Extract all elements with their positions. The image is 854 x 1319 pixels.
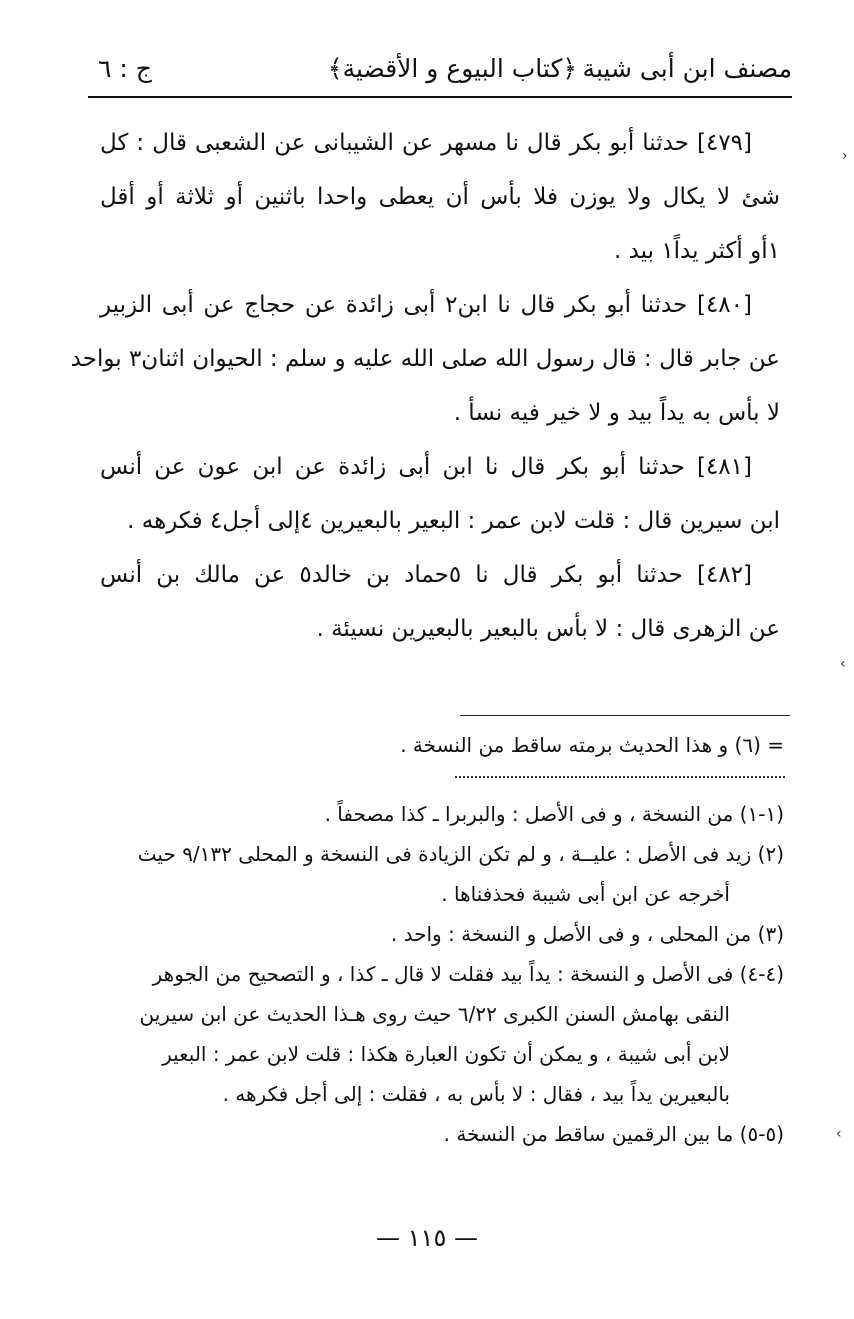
running-head-author: مصنف ابن أبى شيبة: [582, 54, 792, 83]
running-head-volume: ج : ٦: [98, 54, 152, 83]
running-head-book-title: ﴿كتاب البيوع و الأقضية﴾: [327, 54, 577, 83]
footnote-line: النقى بهامش السنن الكبرى ٦/٢٢ حيث روى هـذا الحديث عن ابن سيرين: [139, 1002, 730, 1026]
margin-tick-mark: ‹: [840, 656, 846, 672]
footnote-separator: [460, 715, 790, 716]
footnote-line: أخرجه عن ابن أبى شيبة فحذفناها .: [441, 882, 730, 906]
main-text: [70, 116, 780, 656]
footnote-line: (٢) زيد فى الأصل : عليــة ، و لم تكن الزيادة فى النسخة و المحلى ٩/١٣٢ حيث: [137, 842, 784, 866]
footnote-line: (٤-٤) فى الأصل و النسخة : يداً بيد فقلت لا قال ـ كذا ، و التصحيح من الجوهر: [152, 962, 784, 986]
footnote-line: (٣) من المحلى ، و فى الأصل و النسخة : واحد .: [390, 922, 784, 946]
text-line: ١أو أكثر يداً١ بيد .: [613, 238, 780, 264]
page-number: — ١١٥ —: [376, 1224, 478, 1252]
text-line: لا بأس به يداً بيد و لا خير فيه نسأ .: [453, 400, 780, 426]
footnote-line: (٥-٥) ما بين الرقمين ساقط من النسخة .: [443, 1122, 784, 1146]
footnote-dotted-separator: [455, 776, 785, 778]
margin-tick-mark: ›: [842, 148, 848, 164]
text-line: [٤٨٠] حدثنا أبو بكر قال نا ابن٢ أبى زائدة عن حجاج عن أبى الزبير: [100, 292, 752, 318]
header-rule: [88, 96, 792, 98]
page-header: [88, 48, 792, 94]
margin-tick-mark: ‹: [836, 1126, 842, 1142]
text-line: عن الزهرى قال : لا بأس بالبعير بالبعيرين نسيئة .: [316, 616, 780, 642]
text-line: [٤٧٩] حدثنا أبو بكر قال نا مسهر عن الشيبانى عن الشعبى قال : كل: [100, 130, 752, 156]
continued-footnote: = (٦) و هذا الحديث برمته ساقط من النسخة .: [400, 733, 784, 757]
text-line: شئ لا يكال ولا يوزن فلا بأس أن يعطى واحدا باثنين أو ثلاثة أو أقل: [100, 184, 780, 210]
footnote-line: لابن أبى شيبة ، و يمكن أن تكون العبارة هكذا : قلت لابن عمر : البعير: [162, 1042, 730, 1066]
text-line: [٤٨٢] حدثنا أبو بكر قال نا ٥حماد بن خالد٥ عن مالك بن أنس: [100, 562, 752, 588]
footnote-line: بالبعيرين يداً بيد ، فقال : لا بأس به ، فقلت : إلى أجل فكرهه .: [222, 1082, 730, 1106]
text-line: ابن سيرين قال : قلت لابن عمر : البعير بالبعيرين ٤إلى أجل٤ فكرهه .: [127, 508, 780, 534]
text-line: عن جابر قال : قال رسول الله صلى الله عليه و سلم : الحيوان اثنان٣ بواحد: [70, 346, 780, 372]
footnote-line: (١-١) من النسخة ، و فى الأصل : والبربرا ـ كذا مصحفاً .: [324, 802, 784, 826]
text-line: [٤٨١] حدثنا أبو بكر قال نا ابن أبى زائدة عن ابن عون عن أنس: [100, 454, 752, 480]
footnotes: [100, 794, 784, 1154]
